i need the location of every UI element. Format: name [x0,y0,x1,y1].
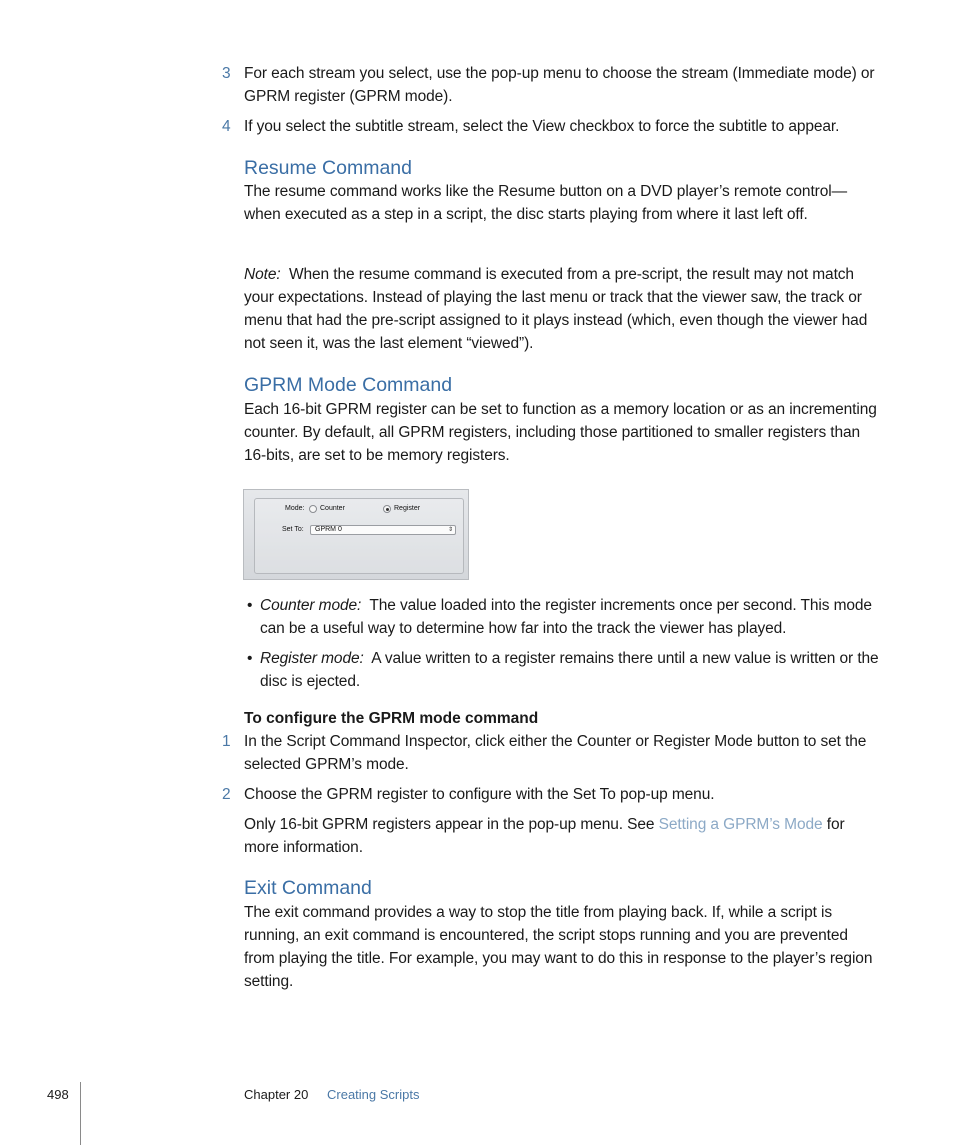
step-number-4: 4 [222,118,231,135]
resume-command-heading: Resume Command [244,157,412,179]
resume-note [244,263,884,355]
setting-gprm-mode-link[interactable]: Setting a GPRM’s Mode [658,816,823,833]
resume-command-body: The resume command works like the Resume button on a DVD player’s remote control—when executed as a step in a script, the disc starts playing from where it last left off. [244,183,847,223]
exit-command-heading: Exit Command [244,877,372,899]
step-4-text: If you select the subtitle stream, select the View checkbox to force the subtitle to appear. [244,118,840,135]
exit-command-body: The exit command provides a way to stop the title from playing back. If, while a script is running, an exit command is encountered, the script stops running and you are prevented from playing the title. For example, you may want to do this in response to the player’s region setting. [244,904,873,990]
counter-radio-label: Counter [320,505,345,512]
chapter-title-link[interactable]: Creating Scripts [327,1087,420,1102]
counter-radio[interactable] [309,505,317,513]
popup-value: GPRM 0 [315,526,342,533]
more-info-pre: Only 16-bit GPRM registers appear in the pop-up menu. See [244,816,655,833]
gprm-mode-command-heading: GPRM Mode Command [244,374,453,396]
set-to-label: Set To: [282,526,304,533]
note-label: Note: [244,266,281,283]
page-number: 498 [47,1087,69,1102]
more-info-post: for more information. [244,816,845,856]
note-text: When the resume command is executed from a pre-script, the result may not match your expectations. Instead of playing the last menu or track that the viewer saw, the track or menu that had the pre-script assigned to it plays instead (which, even though the viewer had not seen it, was the last element “viewed”). [244,266,868,352]
bullet-label: Register mode: [260,650,364,667]
bullet-icon: • [247,597,253,614]
procedure-heading: To configure the GPRM mode command [244,710,539,727]
gprm-mode-body: Each 16-bit GPRM register can be set to function as a memory location or as an incrementing counter. By default, all GPRM registers, including those partitioned to smaller registers than 16-bits, are set to be memory registers. [244,401,877,464]
bullet-label: Counter mode: [260,597,362,614]
chapter-label: Chapter 20 [244,1087,309,1102]
more-info-paragraph [244,813,876,859]
bullet-text: A value written to a register remains there until a new value is written or the disc is ejected. [260,650,879,690]
step-number-2: 2 [222,786,231,803]
gprm-mode-screenshot [243,489,469,580]
step-3-text: For each stream you select, use the pop-up menu to choose the stream (Immediate mode) or GPRM register (GPRM mode). [244,65,875,105]
step-number-3: 3 [222,65,231,82]
gprm-popup-menu[interactable] [310,525,456,535]
step-1-text: In the Script Command Inspector, click either the Counter or Register Mode button to set the selected GPRM’s mode. [244,733,867,773]
register-radio-label: Register [394,505,421,512]
bullet-icon: • [247,650,253,667]
step-number-1: 1 [222,733,231,750]
popup-arrows-icon: ⇕ [447,527,453,533]
mode-label: Mode: [285,505,305,512]
register-radio[interactable] [383,505,391,513]
bullet-counter-mode [260,594,884,640]
bullet-text: The value loaded into the register increments once per second. This mode can be a useful way to determine how far into the track the viewer has played. [260,597,872,637]
step-2-text: Choose the GPRM register to configure with the Set To pop-up menu. [244,786,715,803]
bullet-register-mode [260,647,880,693]
footer-divider [80,1082,81,1145]
